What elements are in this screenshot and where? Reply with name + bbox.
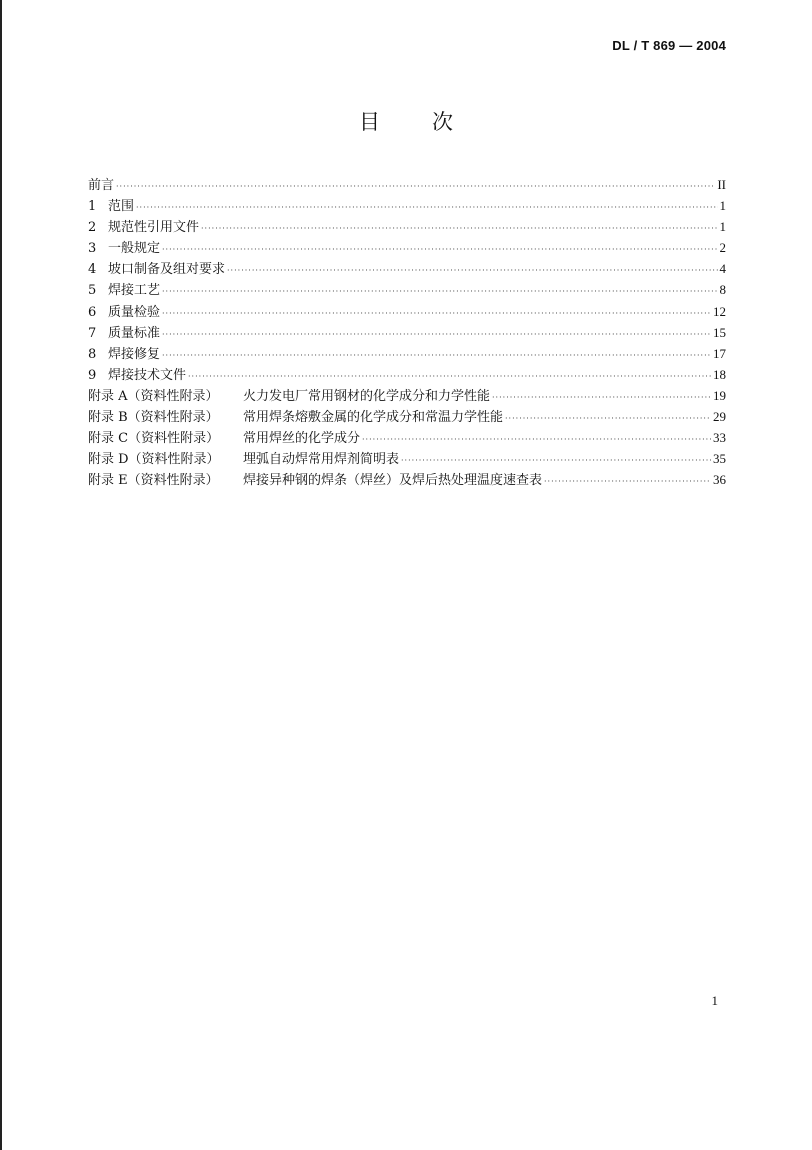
toc-entry-number: 5 [88,283,97,299]
toc-entry-5[interactable] [88,279,726,300]
toc-leader-dots [162,345,711,366]
toc-entry-page: 18 [713,366,726,382]
appendix-tag: 附录 A（资料性附录） [88,388,219,404]
toc-entry-page: 17 [713,345,726,361]
toc-entry-page: 29 [713,409,726,425]
toc-entry-label [88,386,490,407]
toc-leader-dots [162,239,717,260]
toc-entry-number: 3 [88,241,97,257]
toc-leader-dots [162,324,711,345]
toc-entry-label: 坡口制备及组对要求 [108,262,226,278]
toc-entry-9[interactable] [88,364,726,385]
toc-entry-appendix-a[interactable] [88,385,726,406]
toc-entry-page: 1 [719,219,726,235]
toc-entry-4[interactable] [88,258,726,279]
toc-leader-dots [505,408,711,429]
toc-leader-dots [401,450,711,471]
toc-entry-label: 一般规定 [108,241,161,257]
toc-entry-label: 规范性引用文件 [108,220,200,236]
toc-entry-appendix-e[interactable] [88,469,726,490]
toc-entry-appendix-d[interactable] [88,448,726,469]
toc-leader-dots [188,366,711,387]
toc-entry-number: 8 [88,346,97,362]
toc-title [0,106,812,136]
toc-entry-1[interactable] [88,195,726,216]
appendix-title: 常用焊丝的化学成分 [243,431,361,447]
toc-entry-page: 19 [713,387,726,403]
toc-leader-dots [116,176,715,197]
toc-entry-number: 6 [88,304,97,320]
toc-entry-label: 焊接技术文件 [108,367,187,383]
toc-entry-page: 1 [719,198,726,214]
toc-leader-dots [227,260,717,281]
toc-entry-page: 12 [713,303,726,319]
toc-entry-7[interactable] [88,322,726,343]
toc-entry-label: 前言 [88,178,115,193]
toc-entry-page: 36 [713,472,726,488]
toc-entry-8[interactable] [88,343,726,364]
toc-entry-page: 4 [719,261,726,277]
toc-title-char-2: 次 [432,110,453,134]
toc-entry-number: 4 [88,262,97,278]
toc-entry-number: 2 [88,220,97,236]
toc-entry-label [88,470,542,491]
toc-entry-6[interactable] [88,301,726,322]
toc-entry-page: 8 [719,282,726,298]
appendix-title: 焊接异种钢的焊条（焊丝）及焊后热处理温度速查表 [243,473,543,489]
toc-entry-label: 范围 [108,199,135,215]
toc-entry-page: 15 [713,324,726,340]
toc-entry-appendix-c[interactable] [88,427,726,448]
toc-leader-dots [492,387,711,408]
toc-entry-label: 质量标准 [108,325,161,341]
toc-entry-label [88,407,503,428]
table-of-contents [88,174,726,490]
toc-leader-dots [162,303,711,324]
toc-entry-number: 7 [88,325,97,341]
toc-entry-label: 焊接修复 [108,346,161,362]
toc-leader-dots [362,429,711,450]
appendix-title: 常用焊条熔敷金属的化学成分和常温力学性能 [243,410,504,426]
toc-entry-label: 质量检验 [108,304,161,320]
toc-entry-label: 焊接工艺 [108,283,161,299]
appendix-tag: 附录 C（资料性附录） [88,431,220,447]
toc-leader-dots [136,197,717,218]
page-left-border [0,0,2,1150]
appendix-tag: 附录 B（资料性附录） [88,410,219,426]
toc-entry-page: 35 [713,451,726,467]
toc-leader-dots [544,471,711,492]
toc-entry-page: II [717,177,726,192]
toc-entry-page: 33 [713,430,726,446]
appendix-title: 埋弧自动焊常用焊剂简明表 [243,452,400,468]
page-number: 1 [711,993,718,1008]
toc-leader-dots [201,218,717,239]
toc-entry-number: 9 [88,367,97,383]
toc-entry-page: 2 [719,240,726,256]
toc-entry-appendix-b[interactable] [88,406,726,427]
toc-entry-foreword[interactable] [88,174,726,195]
toc-leader-dots [162,281,717,302]
appendix-title: 火力发电厂常用钢材的化学成分和力学性能 [243,388,491,404]
toc-entry-number: 1 [88,199,97,215]
appendix-tag: 附录 E（资料性附录） [88,473,219,489]
document-code: DL / T 869 — 2004 [612,38,726,53]
appendix-tag: 附录 D（资料性附录） [88,452,220,468]
toc-title-char-1: 目 [359,110,380,134]
toc-entry-label [88,449,399,470]
toc-entry-3[interactable] [88,237,726,258]
toc-entry-2[interactable] [88,216,726,237]
toc-entry-label [88,428,360,449]
